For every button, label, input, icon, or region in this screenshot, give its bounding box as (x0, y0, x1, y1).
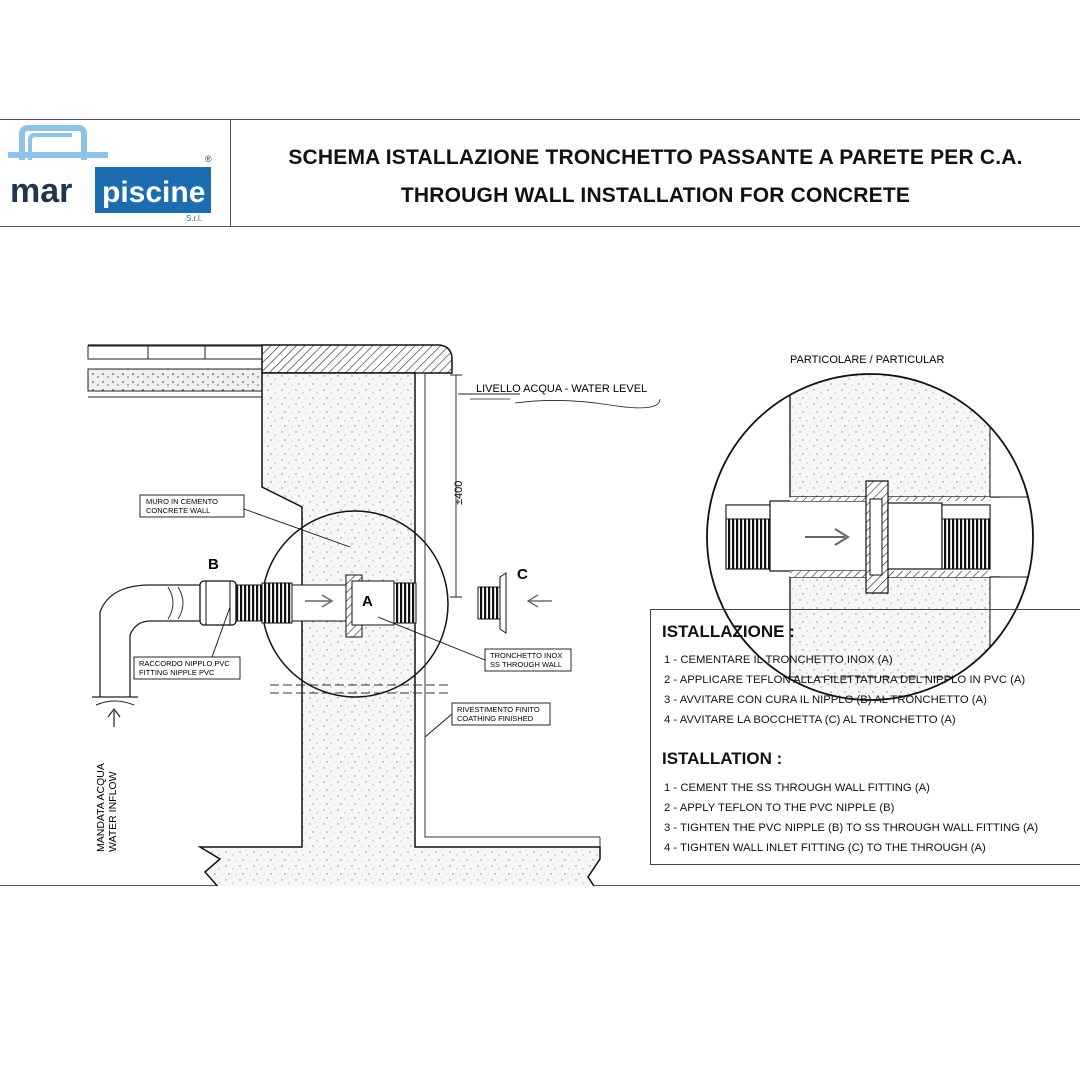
inflow-elbow-pipe (92, 585, 200, 727)
english-step: 3 - TIGHTEN THE PVC NIPPLE (B) TO SS THROUGH WALL FITTING (A) (664, 822, 1039, 834)
title-block (0, 120, 1080, 227)
english-heading: ISTALLATION : (662, 749, 783, 768)
water-level-label: LIVELLO ACQUA - WATER LEVEL (476, 383, 648, 395)
italian-step: 1 - CEMENTARE IL TRONCHETTO INOX (A) (664, 654, 893, 666)
dimension-label: ±400 (453, 480, 465, 505)
dimension-400 (450, 375, 465, 597)
inlet-arrow-icon (528, 595, 552, 607)
svg-text:TRONCHETTO INOX: TRONCHETTO INOX (490, 651, 563, 660)
concrete-wall (200, 373, 600, 886)
logo-graphic (0, 120, 230, 226)
italian-step: 3 - AVVITARE CON CURA IL NIPPLO (B) AL TRONCHETTO (A) (664, 694, 987, 706)
particular-title: PARTICOLARE / PARTICULAR (790, 354, 945, 366)
logo (0, 120, 231, 226)
logo-piscine: piscine (102, 176, 206, 209)
svg-text:FITTING NIPPLE PVC: FITTING NIPPLE PVC (139, 668, 215, 677)
logo-mar: mar (10, 172, 73, 210)
svg-text:SS THROUGH WALL: SS THROUGH WALL (490, 660, 563, 669)
svg-text:COATHING FINISHED: COATHING FINISHED (457, 714, 534, 723)
drawing-sheet (0, 119, 1080, 886)
title-box (231, 120, 1080, 226)
water-level (458, 383, 660, 408)
svg-text:MANDATA ACQUA: MANDATA ACQUA (95, 763, 107, 852)
label-c: C (517, 566, 528, 583)
label-b: B (208, 556, 219, 573)
coping-stone (262, 345, 452, 373)
coating-line (415, 373, 600, 837)
instructions-panel (650, 609, 1080, 865)
logo-suffix: S.r.l. (186, 214, 203, 223)
italian-heading: ISTALLAZIONE : (662, 622, 795, 641)
svg-text:CONCRETE WALL: CONCRETE WALL (146, 506, 211, 515)
callout-coating (425, 703, 550, 737)
pool-deck (88, 345, 262, 397)
english-step: 1 - CEMENT THE SS THROUGH WALL FITTING (A) (664, 782, 930, 794)
wall-inlet-c (478, 573, 552, 633)
logo-registered: ® (205, 154, 212, 164)
inflow-arrow-icon (108, 709, 120, 727)
svg-text:MURO IN CEMENTO: MURO IN CEMENTO (146, 497, 218, 506)
title-italian: SCHEMA ISTALLAZIONE TRONCHETTO PASSANTE A PARETE PER C.A. (288, 146, 1023, 169)
italian-step: 2 - APPLICARE TEFLON ALLA FILETTATURA DEL NIPPLO IN PVC (A) (664, 674, 1026, 686)
title-english: THROUGH WALL INSTALLATION FOR CONCRETE (400, 184, 911, 207)
english-step: 2 - APPLY TEFLON TO THE PVC NIPPLE (B) (664, 802, 895, 814)
pvc-nipple-b (200, 581, 262, 625)
label-a: A (362, 593, 373, 610)
italian-step: 4 - AVVITARE LA BOCCHETTA (C) AL TRONCHETTO (A) (664, 714, 956, 726)
english-step: 4 - TIGHTEN WALL INLET FITTING (C) TO THE THROUGH (A) (664, 842, 986, 854)
svg-text:RIVESTIMENTO FINITO: RIVESTIMENTO FINITO (457, 705, 540, 714)
svg-text:WATER INFLOW: WATER INFLOW (107, 771, 119, 852)
water-inflow-label (95, 763, 119, 852)
svg-text:RACCORDO NIPPLO PVC: RACCORDO NIPPLO PVC (139, 659, 230, 668)
